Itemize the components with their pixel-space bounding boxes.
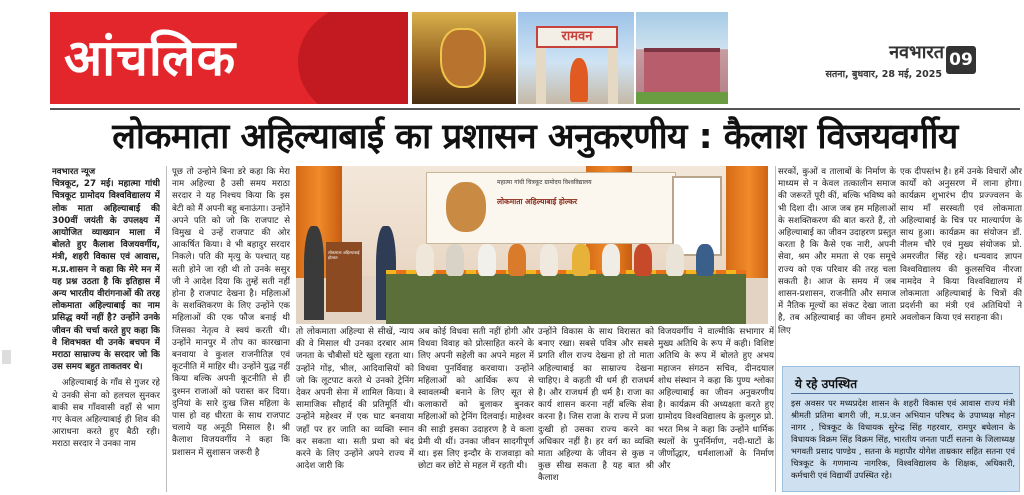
person xyxy=(508,244,526,276)
section-banner xyxy=(50,12,408,104)
article-text: अहिल्याबाई के गाँव से गुजर रहे थे उनकी सेना को हलचल सुनकर बाकी सब गाँववासी वहाँ से भाग गए केवल अहिल्याबाई ही शिव की आराधना करते हुए बैठी रही। मराठा सरदार ने उनका नाम xyxy=(52,378,160,450)
page-number: 09 xyxy=(946,46,976,74)
podium xyxy=(326,242,362,312)
article-column-2: पूछ तो उन्होने बिना डरे कहा कि मेरा नाम अहिल्या है उसी समय मराठा सरदार ने यह निश्चय किया कि इस बेटी को मैं अपनी बहू बनाऊंगा। उन्होंने अपने पति को जो कि राजपाट से विमुख थे उन्हें राजपाट की ओर आकर्षित किया। वे भी बहादुर सरदार निकले। पति की मृत्यु के पश्चात् यह सती होने जा रही थी तो उनके ससुर जी ने आदेश दिया कि तुम्हें सती नहीं होना है राजपाट देखना है। महिलाओं के सशक्तिकरण के लिए उन्होंने एक महिलाओं की एक फौज बनाई थी जिसका नेतृत्व वे स्वयं करती थी। उन्होंने मानपुर में तोप का कारखाना बनवाया वे कुशल राजनीतिज्ञ एवं कूटनीति में माहिर थी। उन्होंने युद्ध नहीं किया बल्कि अपनी कूटनीति से ही दुश्मन राजाओं को परास्त कर दिया। दुनियां के सारे दुःख जिस महिला के पास हो वह धीरता के साथ राजपाट चलाये यह अनूठी मिसाल है। श्री कैलाश विजयवर्गीय ने कहा कि प्रशासन में सुशासन जरूरी है xyxy=(172,167,290,458)
person xyxy=(634,244,652,276)
article-column-5: उन्होंने विकास के साथ विरासत को बनाए रखा। सबसे पवित्र और सबसे प्रगति शील राज्य देखना हो तो माता अहिल्याबाई का साम्राज्य देखना चाहिए। वे कहती थी धर्म ही राजधर्म है। और राजधर्म ही धर्म है। राजा का कार्य शासन करना नहीं बल्कि सेवा करना है। जिस राजा के राज्य में प्रजा दुःखी हो उसका राज्य करने का अधिकार नहीं है। हर वर्ग का व्यक्ति माता अहिल्या के जीवन से कुछ न कुछ सीख सकता है यह बात श्री कैलाश xyxy=(538,327,654,484)
column-spacer xyxy=(658,166,774,326)
statue xyxy=(570,58,588,102)
person xyxy=(416,244,434,276)
lawn xyxy=(636,92,728,104)
article-column-1 xyxy=(52,166,160,492)
byline: नवभारत न्यूज xyxy=(52,167,96,177)
person xyxy=(572,244,590,276)
podium-label: लोकमाता अहिल्याबाई होल्कर xyxy=(328,250,360,260)
page-gutter xyxy=(0,0,50,495)
person xyxy=(446,244,464,276)
article-column-7: सरकों, कुओं व तालाबों के निर्माण के माध्यम से न केवल तत्कालीन समाज की जरूरतें पूरी कीं, बल्कि भविष्य को भी दिशा दी। आज जब हम महिलाओं के सशक्तिकरण की बात करते हैं, तो अहिल्याबाई का जीवन उदाहरण प्रस्तुत करता है कि कैसे एक नारी, अपनी सेवा, श्रम और ममता से एक समूचे राज्य को एक परिवार की तरह चला सकती है। आज के समय में जब शासन-प्रशासन, राजनीति और समाज में नैतिक मूल्यों का संकट देखा जाता है, तब अहिल्याबाई का जीवन हमारे लिए xyxy=(778,167,896,336)
column-divider xyxy=(775,166,776,492)
article-text: विजयवर्गीय ने वाल्मीकि सभागार में मुख्य अतिथि के रूप में कही। विशिष्ट अतिथि के रूप में बोलते हुए अभय महाजन संगठन सचिव, दीनदयाल शोध संस्थान ने कहा कि पुण्य श्लोका अहिल्याबाई का जीवन अनुकरणीय है। कार्यक्रम की अध्यक्षता करते हुए ग्रामोदय विश्वविद्यालय के कुलगुरु प्रो. भरत मिश्र ने कहा कि उन्होंने धार्मिक स्थलों के पुनर्निर्माण, नदी-घाटों के जीर्णोद्धार, धर्मशालाओं के निर्माण और xyxy=(658,327,774,472)
article-column-8: एक दीपस्तंभ है। हमें उनके विचारों और कार्यों को अनुसरण में लाना होगा। कार्यक्रम शुभारंभ दीप प्रज्ज्वलन के साथ माँ सरस्वती एवं लोकमाता अहिल्याबाई के चित्र पर माल्यार्पण के साथ हुआ। कार्यक्रम का संयोजन डॉ. नीलम चौरे एवं मुख्य संयोजक प्रो. अमरजीत सिंह रहे। धन्यवाद ज्ञापन विश्वविद्यालय की कुलसचिव नीरजा नामदेव ने किया विश्वविद्यालय में लोकमाता अहिल्याबाई के चित्रों की प्रदर्शनी का मंत्री एवं अतिथियों ने अवलोकन किया एवं सराहना की। xyxy=(900,167,1022,324)
dateline: सतना, बुधवार, 28 मई, 2025 xyxy=(825,69,942,80)
box-text: इस अवसर पर मध्यप्रदेश शासन के शहरी विकास एवं आवास राज्य मंत्री श्रीमती प्रतिमा बागरी जी, म.प्र.जन अभियान परिषद के उपाध्यक्ष मोहन नागर , चित्रकूट के विधायक सुरेन्द्र सिंह गहरवार, रामपुर बघेलान के विधायक विक्रम सिंह विक्रम सिंह, भारतीय जनता पार्टी सतना के जिलाध्यक्ष भगवती प्रसाद पाण्डेय , सतना के महापौर योगेश ताम्रकार सहित सतना एवं चित्रकूट के गणमान्य नागरिक, विश्वविद्यालय के शिक्षक, अधिकारी, कर्मचारी एवं विद्यार्थी उपस्थित रहे। xyxy=(791,398,1015,480)
attendees-box xyxy=(782,366,1020,492)
building-photo xyxy=(636,12,728,104)
newspaper-brand: नवभारत xyxy=(889,42,944,63)
box-title: ये रहे उपस्थित xyxy=(795,377,858,391)
gate-pillar xyxy=(536,48,546,104)
person xyxy=(478,244,496,276)
idol-photo xyxy=(412,12,516,104)
header-rule xyxy=(50,108,1020,110)
person xyxy=(540,244,558,276)
portrait-image xyxy=(446,182,486,232)
gate-pillar xyxy=(608,48,618,104)
person xyxy=(602,244,620,276)
gate-sign: रामवन xyxy=(536,26,618,48)
section-title: आंचलिक xyxy=(64,28,237,87)
article-lead: चित्रकूट, 27 मई। महात्मा गांधी चित्रकूट ग्रामोदय विश्वविद्यालय में लोक माता अहिल्याबाई की 300वीं जयंती के उपलक्ष्य में आयोजित व्याख्यान माला में बोलते हुए कैलाश विजयवर्गीय, मंत्री, शहरी विकास एवं आवास, म.प्र.शासन ने कहा कि मेरे मन में यह प्रश्न उठता है कि इतिहास में अन्य भारतीय वीरांगनाओं की तरह लोकमाता अहिल्याबाई का नाम प्रसिद्ध क्यों नहीं है? उन्होंने उनके जीवन की चर्चा करते हुए कहा कि वे शिवभक्त थी उनके बचपन में मराठा साम्राज्य के सरदार जो कि उस समय बहुत ताकतवर थे। xyxy=(52,179,160,373)
banner-decoration xyxy=(298,12,408,104)
gate-photo xyxy=(518,12,634,104)
idol-face xyxy=(440,28,486,88)
person xyxy=(304,226,324,320)
article-column-6 xyxy=(658,166,774,492)
fold-marker xyxy=(2,350,11,364)
column-divider xyxy=(166,166,167,492)
box-rule xyxy=(791,393,1013,394)
article-column-4: अब कोई विधवा सती नहीं होगी और विधवा विवाह को प्रोत्साहित करने के लिए अपनी सहेली का अपने महल में विधवा पुनर्विवाह करवाया। उन्होंने महिलाओं को आर्थिक रूप से स्वावलम्बी बनाने के लिए सूत से कलाकारों को बुलाकर बुनकर महिलाओं को ट्रेनिंग दिलवाई। माहेश्वर की साड़ी इसका उदाहरण है वे कला प्रेमी थी थीं। उनका जीवन सादगीपूर्ण था। इस लिए इन्दौर के राजवाड़ा को छोटा कर छोटे से महल में रहती थी। xyxy=(418,327,534,472)
stage-banner-subtitle: लोकमाता अहिल्याबाई होल्कर xyxy=(497,197,578,206)
article-column-3: तो लोकमाता अहिल्या से सीखें, न्याय की वे मिसाल थी उनका दरबार आम जनता के चौबीसों घंटे खुला रहता था। उन्होंने गोंड़, भील, आदिवासियों को जो कि लूटपाट करते थे उनको ट्रेनिंग देकर अपनी सेना में शामिल किया। वे सामाजिक सौहार्द की प्रतिमूर्ति थी। उन्होंने महेश्वर में एक घाट बनवाया जहाँ पर हर जाति का व्यक्ति स्नान कर सकता था। सती प्रथा को बंद करने के लिए उन्होंने अपने राज्य में आदेश जारी कि xyxy=(296,327,414,472)
headline: लोकमाता अहिल्याबाई का प्रशासन अनुकरणीय : कैलाश विजयवर्गीय xyxy=(112,117,958,157)
stage-banner-title: महात्मा गांधी चित्रकूट ग्रामोदय विश्वविद्यालय xyxy=(497,179,592,186)
building xyxy=(644,48,720,94)
